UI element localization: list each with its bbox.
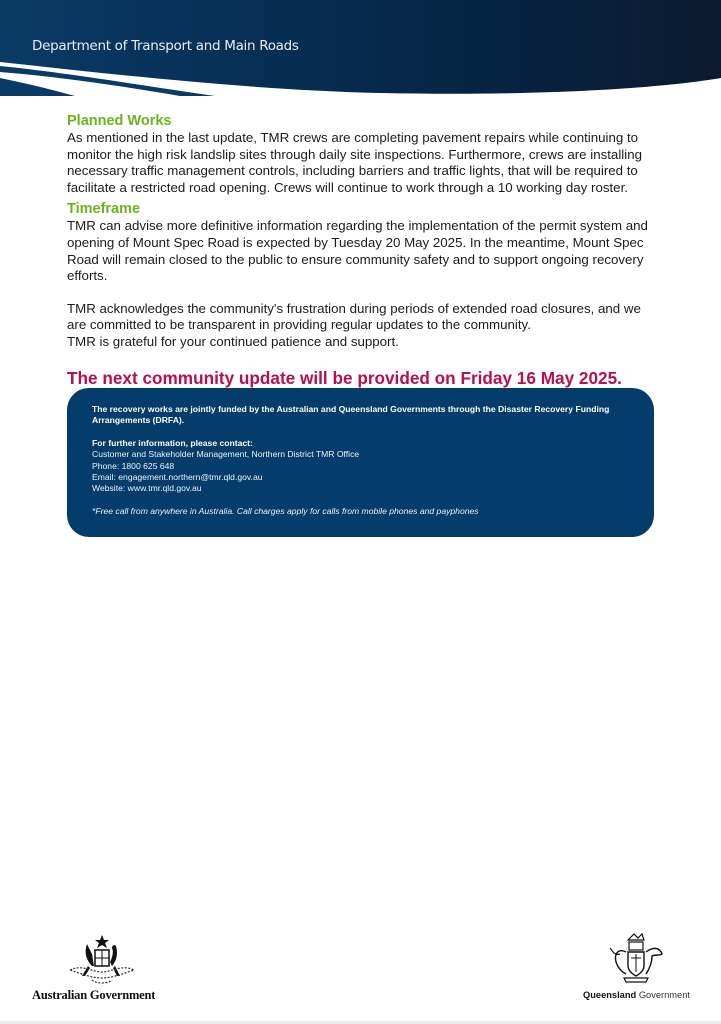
paragraph: TMR is grateful for your continued patience and support. — [67, 333, 399, 349]
queensland-government-logo — [578, 930, 693, 1005]
queensland-label-bold: Queensland — [583, 990, 637, 1000]
contact-email[interactable]: Email: engagement.northern@tmr.qld.gov.au — [92, 472, 263, 483]
section-heading: Planned Works — [67, 113, 172, 129]
paragraph: As mentioned in the last update, TMR crews are completing pavement repairs while continuing to monitor the high risk landslip sites through daily site inspections. Furthermore, crews are installing necessary traffic management controls, including barriers and traffic lights, that will be required to facilitate a restricted road opening. Crews will continue to work through a 10 working day roster. — [67, 130, 642, 195]
paragraph: TMR acknowledges the community's frustration during periods of extended road closures, and we are committed to be transparent in providing regular updates to the community. — [67, 300, 641, 333]
footnote: *Free call from anywhere in Australia. Call charges apply for calls from mobile phones and payphones — [92, 505, 479, 516]
government-label-regular: Government — [638, 990, 690, 1000]
section-heading: Timeframe — [67, 201, 141, 218]
contact-heading: For further information, please contact: — [92, 437, 253, 448]
contact-phone[interactable]: Phone: 1800 625 648 — [92, 460, 175, 471]
section-planned-works — [67, 113, 657, 196]
queensland-government-label — [583, 990, 690, 1000]
header-banner — [0, 0, 721, 100]
next-update-notice: The next community update will be provided on Friday 16 May 2025. — [67, 367, 622, 388]
section-timeframe — [67, 201, 657, 350]
department-title: Department of Transport and Main Roads — [32, 38, 299, 54]
australian-government-logo — [30, 930, 170, 1005]
paragraph: TMR can advise more definitive information regarding the implementation of the permit system and opening of Mount Spec Road is expected by Tuesday 20 May 2025. In the meantime, Mount Spec Road will remain closed to the public to ensure community safety and to support ongoing recovery efforts. — [67, 218, 648, 284]
main-content — [67, 113, 657, 388]
contact-organisation: Customer and Stakeholder Management, Northern District TMR Office — [92, 449, 360, 460]
queensland-coat-of-arms-icon — [606, 932, 666, 988]
coat-of-arms-icon — [62, 932, 142, 988]
australian-government-label: Australian Government — [32, 988, 156, 1002]
contact-website[interactable]: Website: www.tmr.qld.gov.au — [92, 483, 202, 494]
funding-statement: The recovery works are jointly funded by the Australian and Queensland Governments through the Disaster Recovery Funding Arrangements (DRFA). — [92, 404, 610, 426]
info-box — [67, 388, 654, 537]
